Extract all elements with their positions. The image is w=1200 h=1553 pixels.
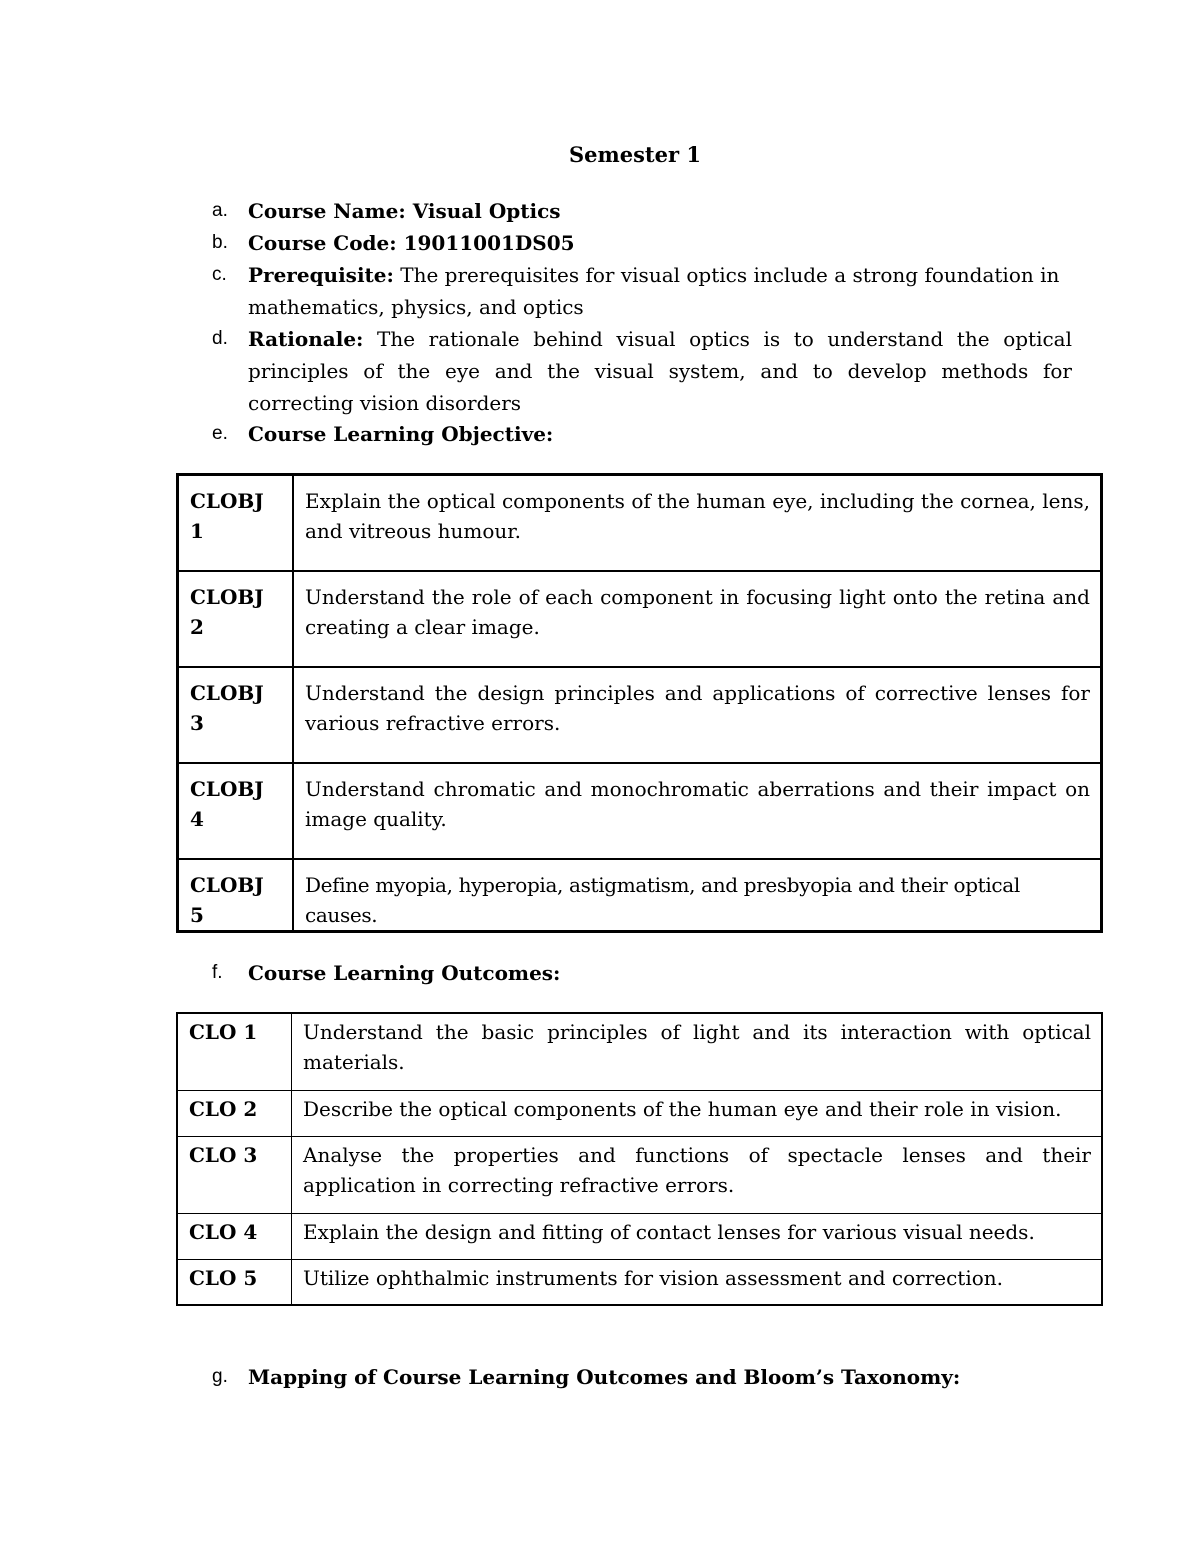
list-marker: c.: [212, 264, 227, 285]
outcome-code: CLO 5: [177, 1259, 292, 1305]
outcome-code: CLO 2: [177, 1090, 292, 1136]
objectives-heading-item: [212, 418, 1072, 450]
table-row: [178, 763, 1102, 859]
list-marker: b.: [212, 232, 228, 253]
list-marker: e.: [212, 423, 228, 444]
table-row: [177, 1259, 1102, 1305]
table-row: [178, 571, 1102, 667]
course-name-item: [212, 195, 1072, 227]
list-marker: d.: [212, 328, 228, 349]
table-row: [177, 1090, 1102, 1136]
outcome-code: CLO 3: [177, 1136, 292, 1213]
mapping-heading-item: [212, 1361, 1072, 1393]
course-name-value: Visual Optics: [405, 199, 561, 223]
outcomes-table: [176, 1012, 1103, 1306]
objective-code: CLOBJ 3: [178, 667, 294, 763]
objective-code: CLOBJ 4: [178, 763, 294, 859]
prerequisite-label: Prerequisite:: [248, 263, 394, 287]
objective-text: Understand the role of each component in focusing light onto the retina and creating a clear image.: [293, 571, 1102, 667]
table-row: [178, 475, 1102, 571]
objective-code: CLOBJ 5: [178, 859, 294, 932]
outcomes-heading: Course Learning Outcomes:: [248, 961, 561, 985]
course-code-item: [212, 227, 1072, 259]
outcomes-heading-item: [212, 957, 1072, 989]
course-code-label: Course Code:: [248, 231, 397, 255]
table-row: [177, 1013, 1102, 1090]
objectives-heading: Course Learning Objective:: [248, 422, 554, 446]
outcome-text: Explain the design and fitting of contact lenses for various visual needs.: [292, 1213, 1103, 1259]
rationale-item: [212, 323, 1072, 419]
outcome-text: Describe the optical components of the human eye and their role in vision.: [292, 1090, 1103, 1136]
outcome-text: Utilize ophthalmic instruments for vision assessment and correction.: [292, 1259, 1103, 1305]
table-row: [177, 1213, 1102, 1259]
rationale-label: Rationale:: [248, 327, 364, 351]
outcome-code: CLO 4: [177, 1213, 292, 1259]
objective-text: Understand chromatic and monochromatic aberrations and their impact on image quality.: [293, 763, 1102, 859]
outcome-text: Analyse the properties and functions of spectacle lenses and their application in correcting refractive errors.: [292, 1136, 1103, 1213]
mapping-heading: Mapping of Course Learning Outcomes and Bloom’s Taxonomy:: [248, 1365, 961, 1389]
objective-code: CLOBJ 1: [178, 475, 294, 571]
objective-text: Understand the design principles and applications of corrective lenses for various refractive errors.: [293, 667, 1102, 763]
prerequisite-text: The prerequisites for visual optics include a strong foundation in mathematics, physics, and optics: [248, 263, 1060, 319]
outcome-code: CLO 1: [177, 1013, 292, 1090]
outcome-text: Understand the basic principles of light and its interaction with optical materials.: [292, 1013, 1103, 1090]
list-marker: g.: [212, 1366, 228, 1387]
course-code-value: 19011001DS05: [396, 231, 575, 255]
objective-code: CLOBJ 2: [178, 571, 294, 667]
table-row: [178, 859, 1102, 932]
rationale-text: The rationale behind visual optics is to understand the optical principles of the eye and the visual system, and to develop methods for correcting vision disorders: [248, 327, 1072, 415]
objectives-table: [176, 473, 1103, 933]
list-marker: a.: [212, 200, 228, 221]
page-title: Semester 1: [569, 142, 701, 167]
prerequisite-item: [212, 259, 1072, 323]
objective-text: Define myopia, hyperopia, astigmatism, and presbyopia and their optical causes.: [293, 859, 1102, 932]
table-row: [178, 667, 1102, 763]
course-name-label: Course Name:: [248, 199, 406, 223]
list-marker: f.: [212, 962, 223, 983]
objective-text: Explain the optical components of the human eye, including the cornea, lens, and vitreous humour.: [293, 475, 1102, 571]
table-row: [177, 1136, 1102, 1213]
